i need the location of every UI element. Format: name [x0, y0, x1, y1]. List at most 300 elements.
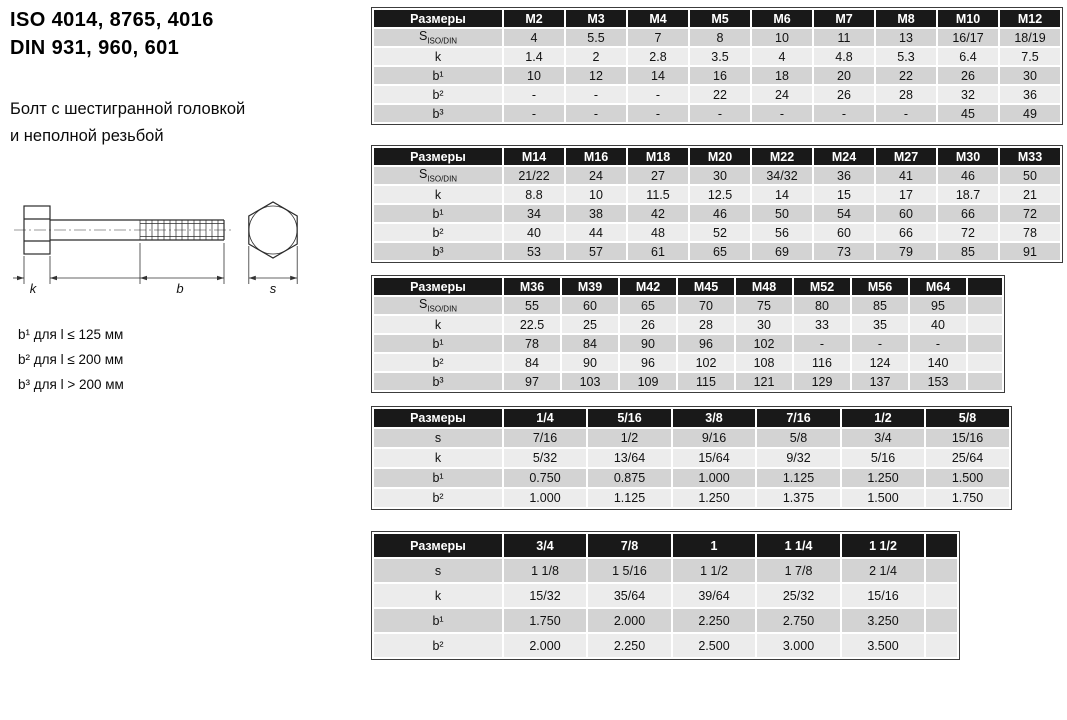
dim-cell: 5/8: [756, 428, 841, 448]
size-col-header: M14: [503, 147, 565, 166]
dim-cell: 13/64: [587, 448, 672, 468]
size-header-label: Размеры: [373, 147, 503, 166]
dim-cell: 84: [503, 353, 561, 372]
dim-cell: 72: [999, 204, 1061, 223]
row-label: b²: [373, 223, 503, 242]
dim-cell: 34: [503, 204, 565, 223]
dim-cell: [925, 633, 958, 658]
size-col-header: M42: [619, 277, 677, 296]
dim-cell: 1 1/8: [503, 558, 587, 583]
dim-cell: 18: [751, 66, 813, 85]
dim-cell: 36: [999, 85, 1061, 104]
dim-cell: 70: [677, 296, 735, 315]
dim-cell: 22: [875, 66, 937, 85]
size-col-header: M52: [793, 277, 851, 296]
row-label: b¹: [373, 204, 503, 223]
dim-cell: 115: [677, 372, 735, 391]
dim-cell: 15/16: [841, 583, 925, 608]
note-line: b² для l ≤ 200 мм: [18, 352, 124, 367]
thread-length-notes: [18, 322, 124, 397]
row-label: b¹: [373, 608, 503, 633]
size-col-header: M24: [813, 147, 875, 166]
dim-cell: 69: [751, 242, 813, 261]
dim-cell: 2 1/4: [841, 558, 925, 583]
dim-cell: 4: [503, 28, 565, 47]
dim-cell: 25/32: [756, 583, 841, 608]
dim-cell: 0.750: [503, 468, 587, 488]
dim-cell: 42: [627, 204, 689, 223]
dim-cell: 116: [793, 353, 851, 372]
dim-cell: 25: [561, 315, 619, 334]
table-header-row: [373, 147, 1061, 166]
dim-cell: 4: [751, 47, 813, 66]
size-col-header: M36: [503, 277, 561, 296]
row-label: b¹: [373, 468, 503, 488]
dim-cell: 30: [689, 166, 751, 185]
table-row: [373, 583, 958, 608]
dim-cell: 52: [689, 223, 751, 242]
dim-cell: 5/32: [503, 448, 587, 468]
dim-cell: 26: [619, 315, 677, 334]
dim-cell: 2.750: [756, 608, 841, 633]
table-row: [373, 85, 1061, 104]
dim-cell: 44: [565, 223, 627, 242]
row-label: b¹: [373, 66, 503, 85]
dim-cell: 121: [735, 372, 793, 391]
doc-subtitle-line1: Болт с шестигранной головкой: [10, 100, 246, 118]
table-row: [373, 47, 1061, 66]
dim-cell: 2.000: [587, 608, 672, 633]
size-col-header: M7: [813, 9, 875, 28]
dim-cell: 153: [909, 372, 967, 391]
dim-cell: 46: [689, 204, 751, 223]
dim-cell: 5/16: [841, 448, 925, 468]
table-row: [373, 204, 1061, 223]
dim-cell: 15/16: [925, 428, 1010, 448]
dim-cell: 79: [875, 242, 937, 261]
dimensions-table-1: [372, 8, 1062, 124]
note-line: b¹ для l ≤ 125 мм: [18, 327, 124, 342]
dim-cell: 3.500: [841, 633, 925, 658]
dim-cell: 80: [793, 296, 851, 315]
dim-label-s: s: [269, 281, 277, 296]
row-label: s: [373, 558, 503, 583]
dimensions-table-3: [372, 276, 1004, 392]
row-label: $S_{ISO/DIN}$: [373, 28, 503, 47]
dim-cell: 33: [793, 315, 851, 334]
dim-cell: 16/17: [937, 28, 999, 47]
dim-cell: 15/64: [672, 448, 756, 468]
dim-cell: 24: [751, 85, 813, 104]
dim-cell: 22.5: [503, 315, 561, 334]
dim-cell: 50: [751, 204, 813, 223]
size-col-header: M48: [735, 277, 793, 296]
dim-cell: 7.5: [999, 47, 1061, 66]
dim-cell: 137: [851, 372, 909, 391]
dim-cell: 102: [677, 353, 735, 372]
dim-cell: 24: [565, 166, 627, 185]
dim-cell: 38: [565, 204, 627, 223]
size-col-header: [967, 277, 1003, 296]
size-col-header: M56: [851, 277, 909, 296]
dim-cell: 26: [937, 66, 999, 85]
dim-cell: 78: [503, 334, 561, 353]
dim-cell: 26: [813, 85, 875, 104]
size-col-header: M3: [565, 9, 627, 28]
dim-cell: 96: [619, 353, 677, 372]
dimensions-table-5: [372, 532, 959, 659]
dim-cell: 32: [937, 85, 999, 104]
dim-cell: 1.750: [925, 488, 1010, 508]
dim-cell: -: [503, 104, 565, 123]
dim-cell: 2.000: [503, 633, 587, 658]
dim-cell: 65: [619, 296, 677, 315]
size-col-header: 5/16: [587, 408, 672, 428]
dim-cell: 9/32: [756, 448, 841, 468]
dim-cell: 10: [503, 66, 565, 85]
dim-cell: -: [565, 85, 627, 104]
dim-cell: [967, 353, 1003, 372]
size-col-header: M64: [909, 277, 967, 296]
size-col-header: M27: [875, 147, 937, 166]
dim-cell: 108: [735, 353, 793, 372]
dim-cell: 1.750: [503, 608, 587, 633]
table-row: [373, 633, 958, 658]
bolt-drawing: [10, 190, 322, 300]
dim-cell: [925, 608, 958, 633]
dim-cell: 40: [503, 223, 565, 242]
dim-cell: 14: [627, 66, 689, 85]
dim-cell: 18/19: [999, 28, 1061, 47]
row-label: k: [373, 448, 503, 468]
size-col-header: M6: [751, 9, 813, 28]
dim-label-k: k: [29, 281, 37, 296]
dim-cell: 3.250: [841, 608, 925, 633]
table-row: [373, 608, 958, 633]
row-label: $S_{ISO/DIN}$: [373, 166, 503, 185]
size-col-header: 1/4: [503, 408, 587, 428]
dim-cell: 21/22: [503, 166, 565, 185]
size-col-header: 3/4: [503, 533, 587, 558]
row-label: s: [373, 428, 503, 448]
row-label: $S_{ISO/DIN}$: [373, 296, 503, 315]
dim-cell: 60: [561, 296, 619, 315]
dim-cell: [925, 583, 958, 608]
table-row: [373, 166, 1061, 185]
dim-cell: 2.250: [587, 633, 672, 658]
size-col-header: M33: [999, 147, 1061, 166]
size-col-header: M22: [751, 147, 813, 166]
dim-cell: 16: [689, 66, 751, 85]
dim-cell: 15/32: [503, 583, 587, 608]
dim-cell: 4.8: [813, 47, 875, 66]
size-col-header: M12: [999, 9, 1061, 28]
dim-cell: 40: [909, 315, 967, 334]
dim-cell: 3.5: [689, 47, 751, 66]
table-row: [373, 372, 1003, 391]
size-col-header: M5: [689, 9, 751, 28]
dim-cell: 9/16: [672, 428, 756, 448]
row-label: b¹: [373, 334, 503, 353]
dim-cell: 1.375: [756, 488, 841, 508]
doc-title-din: DIN 931, 960, 601: [10, 37, 180, 59]
dim-cell: 91: [999, 242, 1061, 261]
dim-cell: 12: [565, 66, 627, 85]
dim-cell: -: [851, 334, 909, 353]
dim-cell: 0.875: [587, 468, 672, 488]
table-row: [373, 296, 1003, 315]
dim-cell: 1 1/2: [672, 558, 756, 583]
dim-cell: 75: [735, 296, 793, 315]
table-row: [373, 448, 1010, 468]
dim-cell: 7/16: [503, 428, 587, 448]
dim-cell: 1.000: [672, 468, 756, 488]
dim-cell: 15: [813, 185, 875, 204]
dim-label-b: b: [176, 281, 184, 296]
dim-cell: 7: [627, 28, 689, 47]
dim-cell: 45: [937, 104, 999, 123]
row-label: b³: [373, 372, 503, 391]
dim-cell: 21: [999, 185, 1061, 204]
size-header-label: Размеры: [373, 533, 503, 558]
size-col-header: M30: [937, 147, 999, 166]
size-col-header: M18: [627, 147, 689, 166]
dim-cell: 84: [561, 334, 619, 353]
dim-cell: 56: [751, 223, 813, 242]
dim-cell: 35/64: [587, 583, 672, 608]
row-label: b²: [373, 488, 503, 508]
doc-title-iso: ISO 4014, 8765, 4016: [10, 9, 214, 31]
dim-cell: 30: [999, 66, 1061, 85]
size-header-label: Размеры: [373, 408, 503, 428]
dim-cell: 1.500: [925, 468, 1010, 488]
dim-cell: 8: [689, 28, 751, 47]
dim-cell: 72: [937, 223, 999, 242]
dim-cell: 12.5: [689, 185, 751, 204]
dim-cell: 124: [851, 353, 909, 372]
dim-cell: -: [751, 104, 813, 123]
tables-container: [372, 8, 1067, 659]
table-row: [373, 488, 1010, 508]
dim-cell: 2: [565, 47, 627, 66]
dim-cell: 1 7/8: [756, 558, 841, 583]
dim-cell: 1.250: [672, 488, 756, 508]
size-col-header: M8: [875, 9, 937, 28]
dim-cell: 1.500: [841, 488, 925, 508]
dim-cell: 14: [751, 185, 813, 204]
dim-cell: 20: [813, 66, 875, 85]
dim-cell: -: [627, 104, 689, 123]
dim-cell: 96: [677, 334, 735, 353]
size-col-header: [925, 533, 958, 558]
dim-cell: 78: [999, 223, 1061, 242]
size-header-label: Размеры: [373, 277, 503, 296]
dim-cell: 30: [735, 315, 793, 334]
row-label: b²: [373, 353, 503, 372]
size-col-header: 5/8: [925, 408, 1010, 428]
table-header-row: [373, 9, 1061, 28]
dim-cell: 10: [751, 28, 813, 47]
hex-head-view: [249, 202, 297, 258]
dim-cell: [967, 296, 1003, 315]
dim-cell: -: [627, 85, 689, 104]
dim-cell: 28: [875, 85, 937, 104]
dim-cell: 6.4: [937, 47, 999, 66]
dim-cell: 57: [565, 242, 627, 261]
dim-cell: 35: [851, 315, 909, 334]
dim-cell: 11: [813, 28, 875, 47]
dim-cell: 1 5/16: [587, 558, 672, 583]
table-row: [373, 353, 1003, 372]
table-row: [373, 468, 1010, 488]
dim-cell: 90: [619, 334, 677, 353]
dim-cell: 61: [627, 242, 689, 261]
dim-cell: 27: [627, 166, 689, 185]
dim-cell: 8.8: [503, 185, 565, 204]
dim-cell: -: [503, 85, 565, 104]
dim-cell: 25/64: [925, 448, 1010, 468]
dim-cell: 49: [999, 104, 1061, 123]
size-col-header: 1/2: [841, 408, 925, 428]
dim-cell: 34/32: [751, 166, 813, 185]
dim-cell: 41: [875, 166, 937, 185]
dim-cell: 5.3: [875, 47, 937, 66]
note-line: b³ для l > 200 мм: [18, 377, 124, 392]
dim-cell: -: [689, 104, 751, 123]
table-row: [373, 66, 1061, 85]
dim-cell: -: [793, 334, 851, 353]
table-row: [373, 104, 1061, 123]
dim-cell: 18.7: [937, 185, 999, 204]
size-col-header: M39: [561, 277, 619, 296]
dim-cell: 46: [937, 166, 999, 185]
dim-cell: 2.250: [672, 608, 756, 633]
row-label: b³: [373, 104, 503, 123]
table-row: [373, 315, 1003, 334]
left-panel: [10, 6, 370, 716]
dim-cell: 109: [619, 372, 677, 391]
size-col-header: 7/8: [587, 533, 672, 558]
dim-cell: 10: [565, 185, 627, 204]
dim-cell: 2.8: [627, 47, 689, 66]
dim-cell: 1/2: [587, 428, 672, 448]
dim-cell: 1.125: [587, 488, 672, 508]
dim-cell: 85: [937, 242, 999, 261]
table-header-row: [373, 408, 1010, 428]
dim-cell: [925, 558, 958, 583]
table-header-row: [373, 533, 958, 558]
dim-cell: 55: [503, 296, 561, 315]
dim-cell: 2.500: [672, 633, 756, 658]
row-label: b²: [373, 633, 503, 658]
size-col-header: 7/16: [756, 408, 841, 428]
table-row: [373, 242, 1061, 261]
dim-cell: 90: [561, 353, 619, 372]
dim-cell: 3.000: [756, 633, 841, 658]
table-row: [373, 558, 958, 583]
size-col-header: 1: [672, 533, 756, 558]
dim-cell: 60: [875, 204, 937, 223]
dim-cell: 1.250: [841, 468, 925, 488]
thread-hatching: [140, 220, 224, 240]
dim-cell: 48: [627, 223, 689, 242]
size-col-header: M10: [937, 9, 999, 28]
size-col-header: 1 1/4: [756, 533, 841, 558]
dim-cell: 97: [503, 372, 561, 391]
row-label: b²: [373, 85, 503, 104]
size-col-header: M16: [565, 147, 627, 166]
dim-cell: 1.125: [756, 468, 841, 488]
dim-cell: 65: [689, 242, 751, 261]
dim-cell: 85: [851, 296, 909, 315]
dim-cell: -: [565, 104, 627, 123]
size-col-header: M4: [627, 9, 689, 28]
dimensions-table-2: [372, 146, 1062, 262]
dim-cell: 5.5: [565, 28, 627, 47]
dim-cell: 66: [875, 223, 937, 242]
dim-cell: 22: [689, 85, 751, 104]
dim-cell: 36: [813, 166, 875, 185]
dim-cell: [967, 372, 1003, 391]
size-col-header: 3/8: [672, 408, 756, 428]
dim-cell: 17: [875, 185, 937, 204]
size-col-header: M45: [677, 277, 735, 296]
table-row: [373, 28, 1061, 47]
dim-cell: [967, 334, 1003, 353]
dimensions-table-4: [372, 407, 1011, 509]
dim-cell: 54: [813, 204, 875, 223]
row-label: k: [373, 583, 503, 608]
dim-cell: 1.4: [503, 47, 565, 66]
table-header-row: [373, 277, 1003, 296]
size-col-header: M20: [689, 147, 751, 166]
dim-cell: 60: [813, 223, 875, 242]
doc-subtitle-line2: и неполной резьбой: [10, 127, 164, 145]
dim-cell: -: [875, 104, 937, 123]
dim-cell: 95: [909, 296, 967, 315]
dim-cell: 102: [735, 334, 793, 353]
row-label: k: [373, 47, 503, 66]
dim-cell: 39/64: [672, 583, 756, 608]
size-col-header: 1 1/2: [841, 533, 925, 558]
dim-cell: 53: [503, 242, 565, 261]
row-label: k: [373, 315, 503, 334]
dim-cell: -: [909, 334, 967, 353]
doc-subtitle: [10, 96, 370, 150]
table-row: [373, 185, 1061, 204]
row-label: b³: [373, 242, 503, 261]
dim-cell: 66: [937, 204, 999, 223]
dim-cell: 28: [677, 315, 735, 334]
dim-cell: 13: [875, 28, 937, 47]
dim-cell: 73: [813, 242, 875, 261]
dim-cell: [967, 315, 1003, 334]
dim-cell: 1.000: [503, 488, 587, 508]
size-header-label: Размеры: [373, 9, 503, 28]
dim-cell: 11.5: [627, 185, 689, 204]
table-row: [373, 428, 1010, 448]
table-row: [373, 223, 1061, 242]
dim-cell: 3/4: [841, 428, 925, 448]
row-label: k: [373, 185, 503, 204]
dim-cell: -: [813, 104, 875, 123]
table-row: [373, 334, 1003, 353]
size-col-header: M2: [503, 9, 565, 28]
dim-cell: 140: [909, 353, 967, 372]
dim-cell: 50: [999, 166, 1061, 185]
dim-cell: 103: [561, 372, 619, 391]
dim-cell: 129: [793, 372, 851, 391]
